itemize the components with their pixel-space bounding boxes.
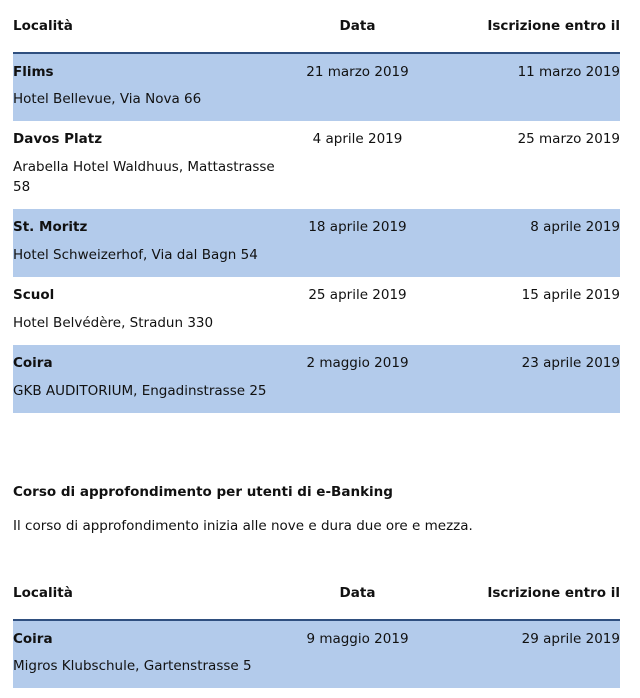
row-date: 9 maggio 2019 xyxy=(285,620,430,654)
table-row xyxy=(13,345,620,379)
table-row xyxy=(13,53,620,87)
row-city: St. Moritz xyxy=(13,209,285,243)
row-deadline: 23 aprile 2019 xyxy=(430,345,620,379)
table-row xyxy=(13,620,620,654)
row-city: Coira xyxy=(13,345,285,379)
row-deadline: 11 marzo 2019 xyxy=(430,53,620,87)
row-city: Coira xyxy=(13,620,285,654)
table-row xyxy=(13,209,620,243)
header-deadline: Iscrizione entro il xyxy=(430,567,620,620)
row-deadline: 25 marzo 2019 xyxy=(517,131,620,147)
row-address: Hotel Bellevue, Via Nova 66 xyxy=(13,91,202,107)
table-row-address xyxy=(13,87,620,121)
row-city: Flims xyxy=(13,53,285,87)
table-row-address xyxy=(13,654,620,688)
row-address: GKB AUDITORIUM, Engadinstrasse 25 xyxy=(13,383,267,399)
row-deadline: 8 aprile 2019 xyxy=(430,209,620,243)
schedule-table-1 xyxy=(13,0,620,413)
schedule-table-2-container xyxy=(13,567,620,688)
row-address: Hotel Belvédère, Stradun 330 xyxy=(13,315,214,331)
row-date: 4 aprile 2019 xyxy=(312,131,403,147)
schedule-table-1-container xyxy=(13,0,620,413)
header-date: Data xyxy=(285,0,430,53)
row-date: 2 maggio 2019 xyxy=(285,345,430,379)
table-row-address xyxy=(13,155,620,209)
row-deadline: 15 aprile 2019 xyxy=(521,287,620,303)
table-header-row xyxy=(13,567,620,620)
section-title: Corso di approfondimento per utenti di e-Banking xyxy=(13,484,393,500)
row-address: Hotel Schweizerhof, Via dal Bagn 54 xyxy=(13,247,258,263)
table-row xyxy=(13,121,620,155)
row-date: 25 aprile 2019 xyxy=(308,287,407,303)
row-city: Scuol xyxy=(13,287,55,303)
header-location: Località xyxy=(13,567,285,620)
table-row-address xyxy=(13,311,620,345)
section-description: Il corso di approfondimento inizia alle nove e dura due ore e mezza. xyxy=(13,518,473,534)
row-address: Migros Klubschule, Gartenstrasse 5 xyxy=(13,658,252,674)
row-date: 18 aprile 2019 xyxy=(285,209,430,243)
table-row-address xyxy=(13,379,620,413)
table-row-address xyxy=(13,243,620,277)
header-date: Data xyxy=(285,567,430,620)
table-header-row xyxy=(13,0,620,53)
header-location: Località xyxy=(13,0,285,53)
row-date: 21 marzo 2019 xyxy=(285,53,430,87)
row-address: Arabella Hotel Waldhuus, Mattastrasse 58 xyxy=(13,159,275,195)
row-deadline: 29 aprile 2019 xyxy=(430,620,620,654)
table-row xyxy=(13,277,620,311)
header-deadline: Iscrizione entro il xyxy=(430,0,620,53)
schedule-table-2 xyxy=(13,567,620,688)
row-city: Davos Platz xyxy=(13,131,103,147)
